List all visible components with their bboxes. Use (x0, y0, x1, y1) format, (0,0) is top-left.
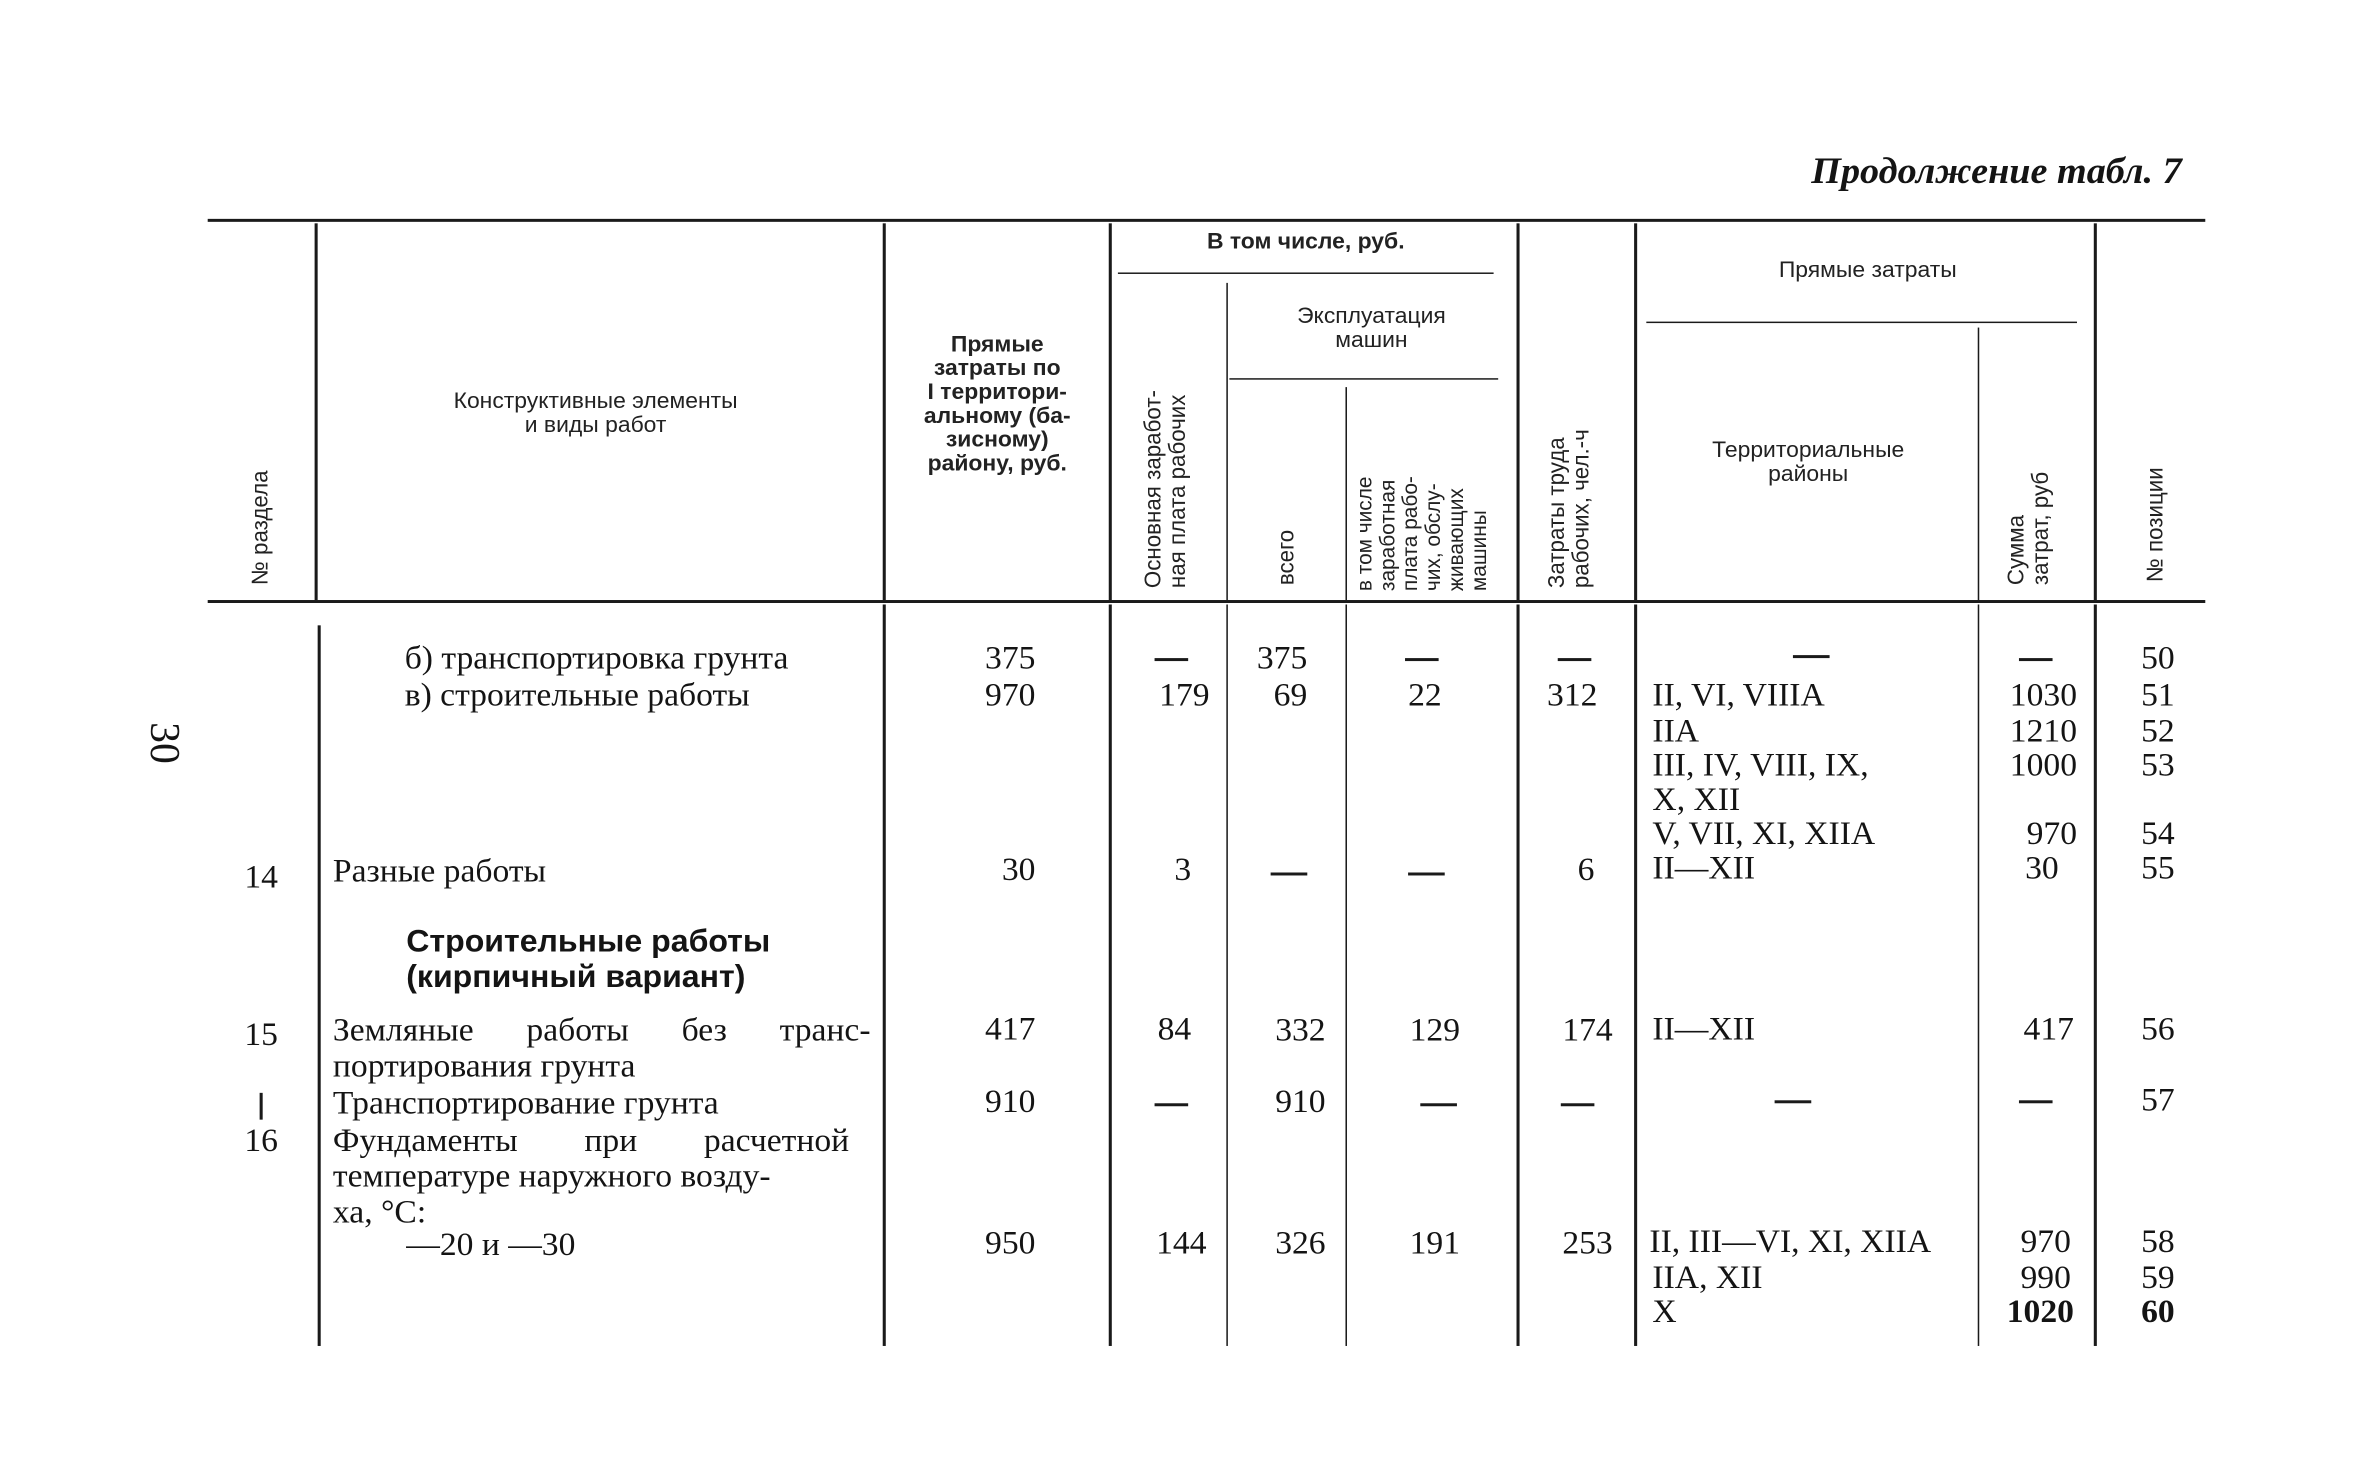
header-total: всего (1273, 529, 1300, 586)
row-name: в) строительные работы (404, 675, 750, 714)
row-position: 59 (2141, 1258, 2175, 1296)
row-section: 14 (244, 857, 278, 895)
row-name: Фундаменты при расчетной (332, 1121, 850, 1159)
col-line (1634, 223, 1637, 600)
row-wage: 84 (1157, 1009, 1192, 1047)
row-direct: 30 (1001, 850, 1036, 888)
empty-dash (2019, 1100, 2053, 1103)
row-name: Разные работы (332, 851, 547, 889)
section-heading-continued: (кирпичный вариант) (406, 960, 746, 995)
row-total: 326 (1275, 1223, 1326, 1262)
row-position: 51 (2141, 675, 2175, 714)
row-wage: 179 (1159, 675, 1210, 714)
empty-dash (1558, 658, 1592, 661)
incl-rub-rule (1118, 272, 1494, 273)
row-name-continued: температуре наружного возду- (332, 1156, 771, 1195)
row-position: 50 (2141, 638, 2175, 676)
row-zone: II—XII (1652, 848, 1756, 886)
row-total: 910 (1275, 1082, 1326, 1120)
header-incl-rub: В том числе, руб. (1206, 229, 1405, 255)
header-elements: Конструктивные элементы и виды работ (453, 388, 738, 438)
row-zone: X (1652, 1292, 1677, 1330)
col-line (1345, 387, 1347, 600)
table-top-rule (208, 219, 2206, 222)
row-wage: 144 (1156, 1223, 1207, 1262)
row-total: 69 (1273, 675, 1308, 714)
row-sum: 970 (2026, 814, 2077, 852)
row-section: 16 (244, 1121, 278, 1159)
row-sum: 1020 (2006, 1292, 2074, 1330)
row-position: 53 (2141, 745, 2175, 784)
row-incl: 191 (1409, 1223, 1461, 1262)
header-machine-operation: Эксплуатация машин (1297, 303, 1446, 353)
row-incl: 129 (1409, 1010, 1461, 1049)
row-incl: 22 (1408, 675, 1442, 714)
col-line (1517, 223, 1520, 600)
empty-dash (1271, 872, 1308, 875)
col-line (883, 223, 886, 600)
row-direct: 970 (985, 675, 1036, 714)
row-sum: 1030 (2009, 675, 2077, 714)
col-line (1109, 604, 1112, 1345)
page-number: 30 (140, 722, 188, 764)
row-wage: 3 (1174, 850, 1192, 888)
row-name-continued: портирования грунта (332, 1046, 636, 1084)
row-labor: 174 (1562, 1010, 1613, 1049)
header-sum-costs: Сумма затрат, руб (2003, 471, 2055, 586)
row-direct: 950 (985, 1223, 1036, 1262)
row-total: 375 (1256, 638, 1308, 676)
col-line (1109, 223, 1112, 600)
row-zone-continued: X, XII (1652, 780, 1741, 818)
col-line (1226, 283, 1228, 600)
col-line (1978, 328, 1980, 600)
header-position-no: № позиции (2142, 467, 2169, 583)
header-direct-costs-zone1: Прямые затраты по I территори- альному (ба- зисному) району, руб. (923, 332, 1071, 477)
header-labor: Затраты труда рабочих, чел.-ч (1543, 429, 1595, 589)
col-line (315, 223, 318, 600)
col-line (1345, 604, 1347, 1345)
row-labor: 312 (1547, 675, 1598, 714)
row-direct: 417 (985, 1009, 1036, 1047)
row-total: 332 (1275, 1010, 1326, 1049)
row-position: 56 (2141, 1009, 2175, 1047)
row-sum: 1000 (2009, 745, 2077, 784)
header-base-wage: Основная заработ- ная плата рабочих (1140, 389, 1192, 589)
row-sum: 990 (2020, 1258, 2071, 1296)
header-direct-costs: Прямые затраты (1778, 257, 1957, 283)
row-sum: 1210 (2009, 711, 2077, 749)
row-sum: 970 (2020, 1222, 2071, 1260)
empty-dash (1561, 1103, 1595, 1106)
empty-dash (2019, 658, 2053, 661)
row-zone: IIA, XII (1652, 1258, 1763, 1296)
header-territorial-zones: Территориальные районы (1712, 437, 1905, 487)
col-line (1517, 604, 1520, 1345)
col-line (2094, 223, 2097, 600)
row-position: 58 (2141, 1222, 2175, 1260)
row-position: 52 (2141, 711, 2175, 749)
row-labor: 6 (1577, 850, 1595, 888)
empty-dash (1793, 655, 1830, 658)
empty-dash (1155, 1103, 1189, 1106)
row-position: 57 (2141, 1080, 2175, 1119)
range-dash (260, 1093, 263, 1120)
section-heading: Строительные работы (406, 924, 771, 959)
col-line (1978, 604, 1980, 1345)
row-name-continued: ха, °С: (332, 1192, 427, 1230)
header-section-no: № раздела (247, 470, 274, 586)
empty-dash (1155, 658, 1189, 661)
col-line (1634, 604, 1637, 1345)
row-direct: 375 (985, 638, 1036, 676)
row-position: 54 (2141, 814, 2175, 852)
row-position: 55 (2141, 848, 2175, 886)
row-direct: 910 (985, 1082, 1036, 1120)
row-zone: III, IV, VIII, IX, (1652, 745, 1869, 784)
row-name: Транспортирование грунта (332, 1083, 719, 1122)
direct-costs-rule (1646, 322, 2077, 323)
col-line (318, 625, 321, 1346)
row-sum: 417 (2023, 1009, 2074, 1047)
col-line (2094, 604, 2097, 1345)
row-position: 60 (2141, 1292, 2175, 1330)
row-zone: II—XII (1652, 1009, 1756, 1047)
row-section: 15 (244, 1015, 278, 1053)
empty-dash (1420, 1103, 1457, 1106)
row-sum: 30 (2025, 848, 2059, 886)
row-zone: II, VI, VIIIA (1652, 675, 1825, 714)
col-line (883, 604, 886, 1345)
row-name: —20 и —30 (406, 1225, 576, 1263)
row-zone: II, III—VI, XI, XIIA (1649, 1222, 1932, 1260)
empty-dash (1408, 872, 1445, 875)
row-labor: 253 (1562, 1223, 1613, 1262)
row-zone: V, VII, XI, XIIA (1652, 814, 1876, 852)
empty-dash (1775, 1100, 1812, 1103)
machine-rule (1229, 378, 1498, 379)
empty-dash (1405, 658, 1439, 661)
row-zone: IIA (1652, 711, 1700, 749)
row-name: Земляные работы без транс- (332, 1010, 871, 1049)
header-bottom-rule (208, 600, 2206, 603)
header-incl-wage: в том числе заработная плата рабо- чих, обслу- живающих машины (1351, 476, 1491, 592)
row-name: б) транспортировка грунта (404, 638, 789, 676)
table-caption: Продолжение табл. 7 (1811, 151, 2182, 193)
